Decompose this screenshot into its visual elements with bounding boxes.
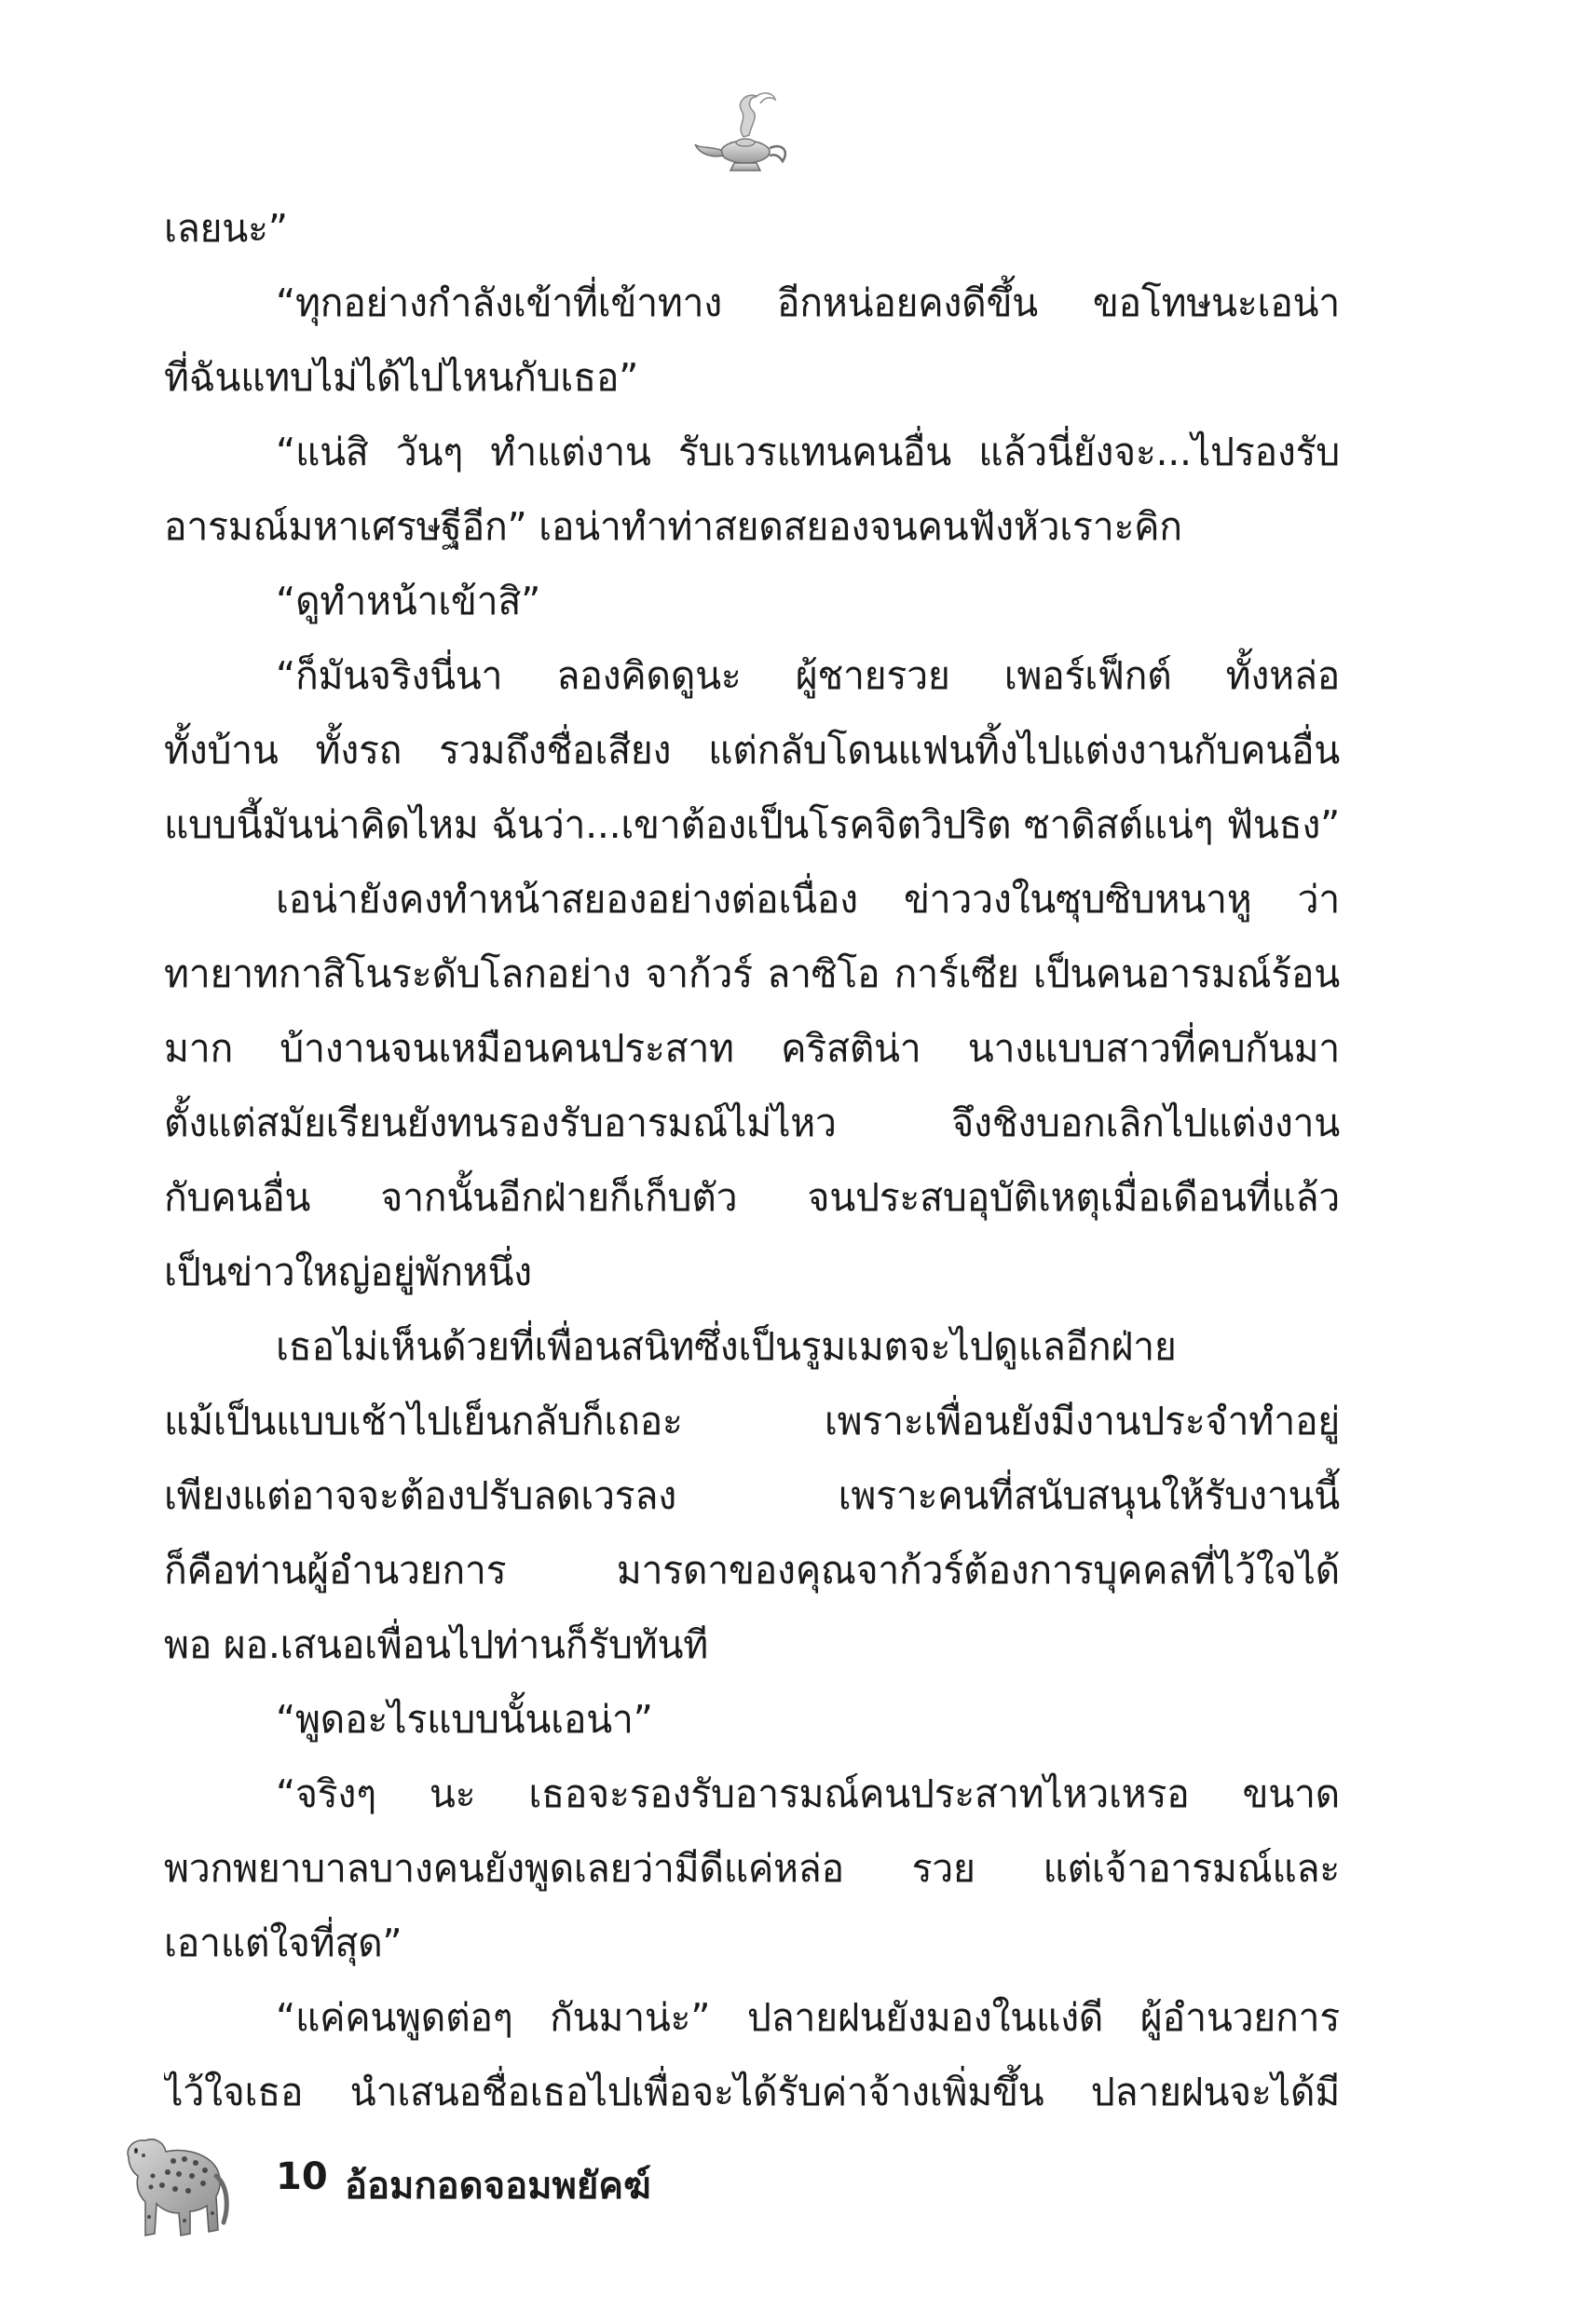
text-line: “ดูทำหน้าเข้าสิ” [276,579,541,623]
body-text [164,191,1340,2129]
text-line: “ก็มันจริงนี่นา ลองคิดดูนะ ผู้ชายรวย เพอร์เฟ็กต์ ทั้งหล่อ [276,653,1340,698]
page-footer [112,2120,764,2250]
text-line: เลยนะ” [164,206,288,251]
text-line: เป็นข่าวใหญ่อยู่พักหนึ่ง [164,1250,532,1294]
text-line: อารมณ์มหาเศรษฐีอีก” เอน่าทำท่าสยดสยองจนคนฟังหัวเราะคิก [164,504,1182,549]
text-line: มาก บ้างานจนเหมือนคนประสาท คริสติน่า นางแบบสาวที่คบกันมา [164,1026,1340,1071]
text-line: แบบนี้มันน่าคิดไหม ฉันว่า...เขาต้องเป็นโรคจิตวิปริต ซาดิสต์แน่ๆ ฟันธง” [164,802,1340,847]
text-line: เอาแต่ใจที่สุด” [164,1921,402,1965]
text-line: เอน่ายังคงทำหน้าสยองอย่างต่อเนื่อง ข่าววงในซุบซิบหนาหู ว่า [276,877,1340,922]
text-line: ทั้งบ้าน ทั้งรถ รวมถึงชื่อเสียง แต่กลับโดนแฟนทิ้งไปแต่งงานกับคนอื่น [164,728,1340,773]
genie-lamp-icon [689,79,801,191]
text-line: เพียงแต่อาจจะต้องปรับลดเวรลง เพราะคนที่สนับสนุนให้รับงานนี้ [164,1473,1340,1518]
text-line: ตั้งแต่สมัยเรียนยังทนรองรับอารมณ์ไม่ไหว จึงชิงบอกเลิกไปแต่งงาน [164,1101,1340,1145]
text-line: ไว้ใจเธอ นำเสนอชื่อเธอไปเพื่อจะได้รับค่าจ้างเพิ่มขึ้น ปลายฝนจะได้มี [164,2070,1340,2114]
leopard-icon [112,2120,233,2246]
page-number: 10 [276,2155,328,2198]
text-line: เธอไม่เห็นด้วยที่เพื่อนสนิทซึ่งเป็นรูมเมตจะไปดูแลอีกฝ่าย [276,1324,1177,1369]
text-line: แม้เป็นแบบเช้าไปเย็นกลับก็เถอะ เพราะเพื่อนยังมีงานประจำทำอยู่ [164,1399,1340,1443]
text-line: “ทุกอย่างกำลังเข้าที่เข้าทาง อีกหน่อยคงดีขึ้น ขอโทษนะเอน่า [276,280,1340,325]
text-line: พอ ผอ.เสนอเพื่อนไปท่านก็รับทันที [164,1622,708,1667]
text-line: ก็คือท่านผู้อำนวยการ มารดาของคุณจาก้วร์ต้องการบุคคลที่ไว้ใจได้ [164,1548,1340,1593]
text-line: กับคนอื่น จากนั้นอีกฝ่ายก็เก็บตัว จนประสบอุบัติเหตุเมื่อเดือนที่แล้ว [164,1175,1340,1220]
text-line: “พูดอะไรแบบนั้นเอน่า” [276,1697,653,1742]
text-line: “แค่คนพูดต่อๆ กันมาน่ะ” ปลายฝนยังมองในแง่ดี ผู้อำนวยการ [276,1995,1340,2040]
text-line: “จริงๆ นะ เธอจะรองรับอารมณ์คนประสาทไหวเหรอ ขนาด [276,1771,1340,1816]
text-line: “แน่สิ วันๆ ทำแต่งาน รับเวรแทนคนอื่น แล้วนี่ยังจะ...ไปรองรับ [276,430,1340,474]
book-title: อ้อมกอดจอมพยัคฆ์ [345,2165,651,2208]
text-line: ที่ฉันแทบไม่ได้ไปไหนกับเธอ” [164,355,639,400]
text-line: พวกพยาบาลบางคนยังพูดเลยว่ามีดีแค่หล่อ รวย แต่เจ้าอารมณ์และ [164,1846,1340,1891]
text-line: ทายาทกาสิโนระดับโลกอย่าง จาก้วร์ ลาซิโอ การ์เซีย เป็นคนอารมณ์ร้อน [164,951,1340,996]
